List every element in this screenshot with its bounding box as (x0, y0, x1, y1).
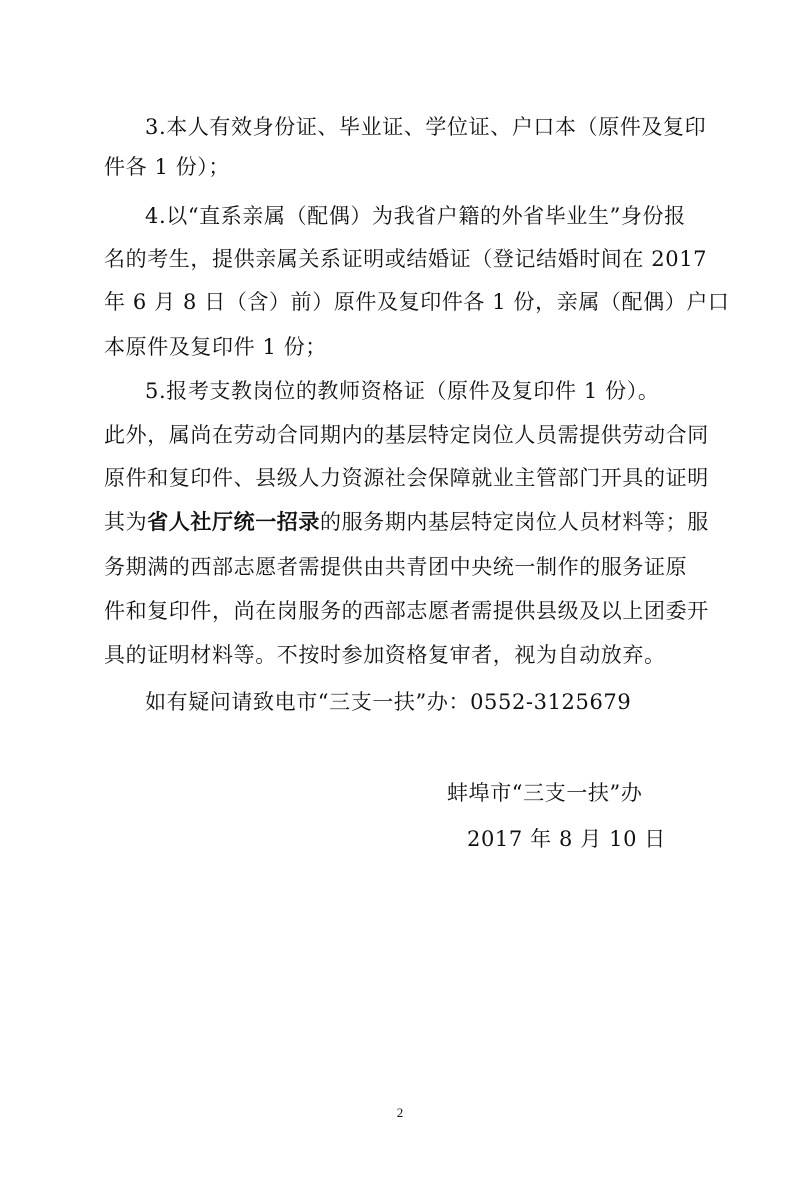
extra-line3 (104, 508, 709, 536)
contact-line: 如有疑问请致电市“三支一扶”办：0552-3125679 (145, 690, 632, 714)
item4-line2: 名的考生，提供亲属关系证明或结婚证（登记结婚时间在 2017 (104, 247, 708, 271)
item3-line1: 3.本人有效身份证、毕业证、学位证、户口本（原件及复印 (145, 115, 707, 139)
extra-line5: 件和复印件，尚在岗服务的西部志愿者需提供县级及以上团委开 (104, 599, 709, 623)
extra-line2: 原件和复印件、县级人力资源社会保障就业主管部门开具的证明 (104, 466, 709, 490)
item4-line1: 4.以“直系亲属（配偶）为我省户籍的外省毕业生”身份报 (145, 204, 686, 228)
page-number: 2 (396, 1105, 404, 1120)
extra-line6: 具的证明材料等。不按时参加资格复审者，视为自动放弃。 (104, 643, 666, 667)
extra-line4: 务期满的西部志愿者需提供由共青团中央统一制作的服务证原 (104, 555, 688, 579)
item3-line2: 件各 1 份）； (104, 155, 231, 179)
signature-date: 2017 年 8 月 10 日 (467, 827, 666, 851)
item5-line1: 5.报考支教岗位的教师资格证（原件及复印件 1 份）。 (145, 379, 660, 403)
extra-line3-pre: 其为 (104, 510, 148, 534)
signature-org: 蚌埠市“三支一扶”办 (447, 781, 643, 805)
extra-line1: 此外，属尚在劳动合同期内的基层特定岗位人员需提供劳动合同 (104, 423, 709, 447)
item4-line3: 年 6 月 8 日（含）前）原件及复印件各 1 份，亲属（配偶）户口 (104, 290, 730, 314)
extra-line3-bold: 省人社厅统一招录 (147, 509, 321, 534)
item4-line4: 本原件及复印件 1 份； (104, 335, 327, 359)
extra-line3-post: 的服务期内基层特定岗位人员材料等；服 (320, 510, 709, 534)
